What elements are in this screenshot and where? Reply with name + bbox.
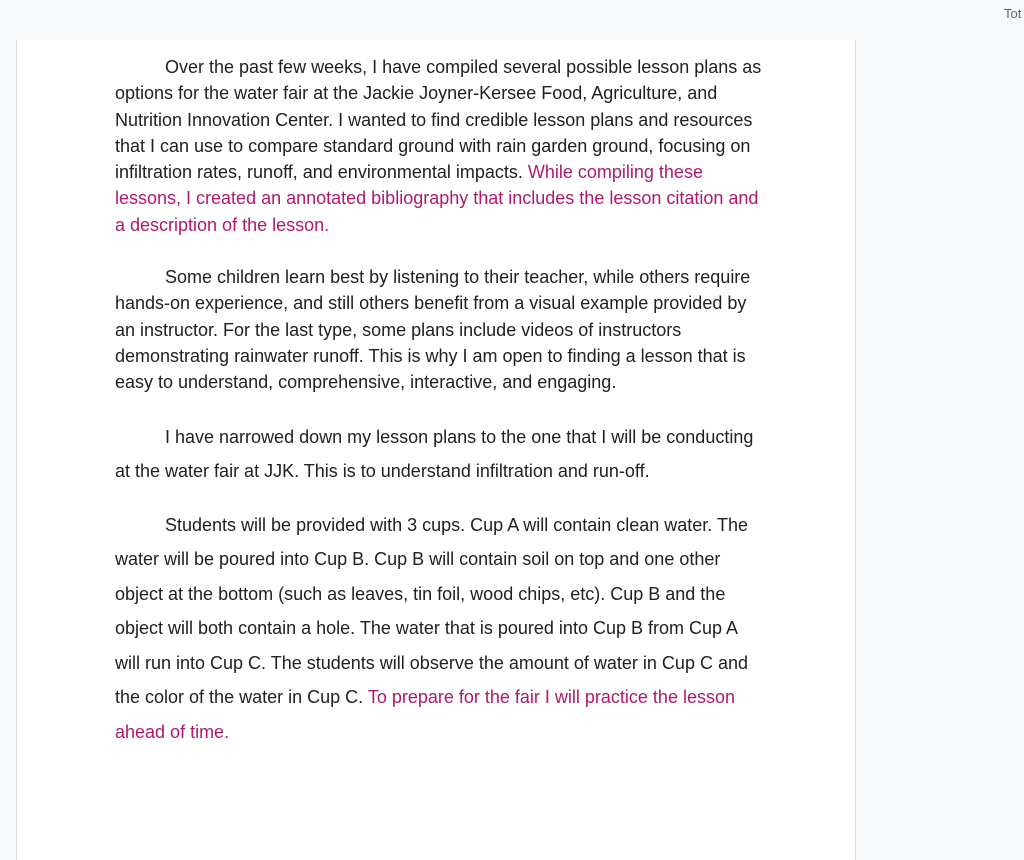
- paragraph-2: [115, 264, 765, 395]
- paragraph-2-text: Some children learn best by listening to their teacher, while others require hands-on experience, and still others benefit from a visual example provided by an instructor. For the last type, some plans include videos of instructors demonstrating rainwater runoff. This is why I am open to finding a lesson that is easy to understand, comprehensive, interactive, and engaging.: [115, 267, 751, 393]
- paragraph-3: [115, 420, 765, 489]
- document-body[interactable]: [115, 54, 765, 749]
- paragraph-1-text: Over the past few weeks, I have compiled several possible lesson plans as options for the water fair at the Jackie Joyner-Kersee Food, Agriculture, and Nutrition Innovation Center. I wanted to find credible lesson plans and resources that I can use to compare standard ground with rain garden ground, focusing on infiltration rates, runoff, and environmental impacts.: [115, 57, 762, 183]
- top-toolbar: [0, 0, 1024, 34]
- paragraph-4-highlight: To prepare for the fair I will practice the lesson ahead of time.: [115, 687, 735, 742]
- toolbar-right-label[interactable]: Tot: [1004, 6, 1022, 21]
- document-page[interactable]: [16, 40, 856, 860]
- paragraph-1-highlight: While compiling these lessons, I created an annotated bibliography that includes the lesson citation and a description of the lesson.: [115, 162, 759, 235]
- paragraph-1: [115, 54, 765, 238]
- paragraph-4: [115, 508, 765, 750]
- paragraph-3-text: I have narrowed down my lesson plans to the one that I will be conducting at the water fair at JJK. This is to understand infiltration and run-off.: [115, 426, 754, 482]
- paragraph-4-text: Students will be provided with 3 cups. Cup A will contain clean water. The water will be poured into Cup B. Cup B will contain soil on top and one other object at the bottom (such as leaves, tin foil, wood chips, etc). Cup B and the object will both contain a hole. The water that is poured into Cup B from Cup A will run into Cup C. The students will observe the amount of water in Cup C and the color of the water in Cup C.: [115, 514, 748, 708]
